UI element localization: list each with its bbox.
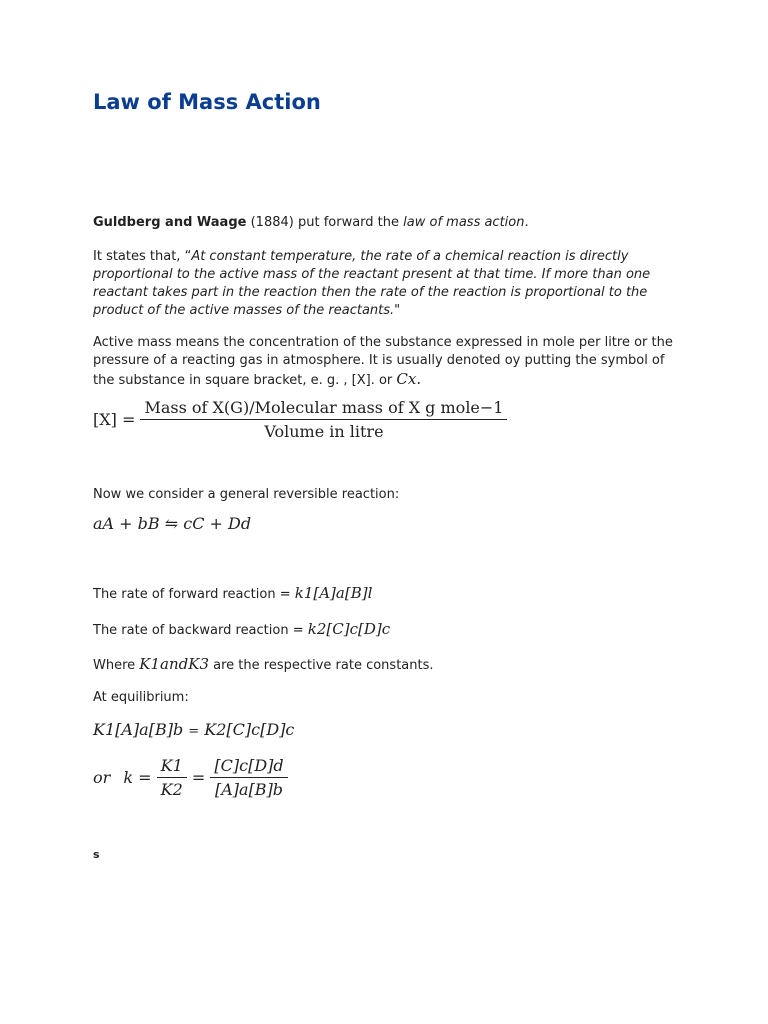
concentration-numerator: Mass of X(G)/Molecular mass of X g mole−1 [140,398,507,420]
forward-rate-line [93,584,683,604]
or-word: or [93,768,111,787]
concentration-fraction [140,398,507,441]
k-equals: = [191,768,206,787]
rate-constants-suffix: are the respective rate constants. [213,658,434,673]
forward-rate-label: The rate of forward reaction = [93,587,291,602]
statement-paragraph [93,248,683,320]
backward-rate-expression: k2[C]c[D]c [307,620,391,638]
intro-text: put forward the [297,215,400,230]
concentration-equation [93,398,507,441]
equilibrium-equals: = [188,724,200,739]
products-concentration: [C]c[D]d [210,756,287,778]
law-name: law of mass action [403,215,525,230]
footer-mark: s [93,848,100,861]
equilibrium-rhs: K2[C]c[D]c [204,720,295,739]
page-title: Law of Mass Action [93,90,321,114]
reversible-reaction-equation: aA + bB ⇋ cC + Dd [93,514,252,533]
rate-constants-line [93,655,683,675]
intro-end: . [524,215,529,230]
statement-prefix: It states that, “ [93,249,192,264]
concentration-lhs: [X] = [93,410,136,429]
author-names: Guldberg and Waage [93,215,247,230]
k-lhs: k = [123,768,152,787]
ratio-numerator: K1 [157,756,187,778]
reactants-concentration: [A]a[B]b [214,780,284,799]
concentration-ratio [210,756,287,799]
equilibrium-label: At equilibrium: [93,690,189,705]
concentration-symbol: Cx. [396,370,422,388]
rate-constants-expression: K1andK3 [139,655,210,673]
rate-constant-ratio [157,756,187,799]
backward-rate-label: The rate of backward reaction = [93,623,304,638]
backward-rate-line [93,620,683,640]
equilibrium-constant-equation [93,756,288,799]
equilibrium-lhs: K1[A]a[B]b [93,720,184,739]
intro-year: (1884) [250,215,294,230]
concentration-denominator: Volume in litre [264,422,384,441]
ratio-denominator: K2 [160,780,183,799]
active-mass-paragraph [93,334,683,390]
rate-constants-prefix: Where [93,658,136,673]
statement-suffix: " [394,303,401,318]
intro-paragraph [93,214,683,232]
equilibrium-equation [93,720,294,739]
forward-rate-expression: k1[A]a[B]l [294,584,373,602]
active-mass-text: Active mass means the concentration of the substance expressed in mole per litre or the pressure of a reacting gas in atmosphere. It is usually denoted oy putting the symbol of the substance in square bracket, e. g. , [X]. or [93,335,673,388]
statement-quote: At constant temperature, the rate of a chemical reaction is directly proportional to the active mass of the reactant present at that time. If more than one reactant takes part in the reaction then the rate of the reaction is proportional to the product of the active masses of the reactants. [93,249,651,318]
general-reaction-intro: Now we consider a general reversible reaction: [93,487,400,502]
